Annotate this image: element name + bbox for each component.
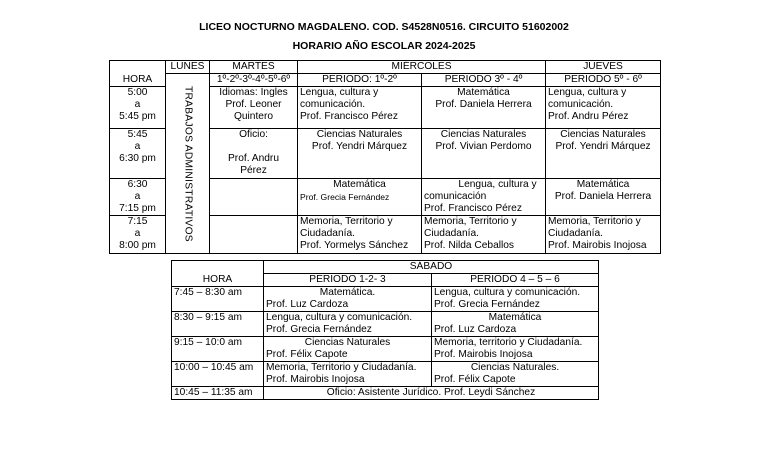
saturday-schedule-table <box>171 260 599 400</box>
school-title: LICEO NOCTURNO MAGDALENO. COD. S4528N0516. CIRCUITO 51602002 <box>199 21 569 33</box>
sat-hora-header: HORA <box>172 274 264 287</box>
sat-merged-cell: Oficio: Asistente Jurídico. Prof. Leydi Sánchez <box>264 387 599 400</box>
miercoles-a-class-cell: Ciencias Naturales Prof. Yendri Márquez <box>298 129 422 179</box>
saturday-header: SÁBADO <box>264 261 599 274</box>
table-row <box>172 312 599 337</box>
table-row <box>172 387 599 400</box>
miercoles-periodo-b: PERIODO 3º - 4º <box>422 74 546 87</box>
miercoles-b-class-cell: Matemática Prof. Daniela Herrera <box>422 87 546 129</box>
table-row <box>172 287 599 312</box>
martes-class-cell: Oficio: Prof. Andru Pérez <box>210 129 298 179</box>
time-cell: 5:45 a 6:30 pm <box>110 129 166 179</box>
day-header-jueves: JUEVES <box>546 61 661 74</box>
day-header-miercoles: MIÉRCOLES <box>298 61 546 74</box>
miercoles-periodo-a: PERIODO: 1º-2º <box>298 74 422 87</box>
day-header-lunes: LUNES <box>166 61 210 74</box>
time-cell: 7:15 a 8:00 pm <box>110 216 166 254</box>
lunes-vertical-text: TRABAJOS ADMINISTRATIVOS <box>182 85 194 242</box>
sat-time-cell: 10:45 – 11:35 am <box>172 387 264 400</box>
miercoles-a-class-cell: Lengua, cultura y comunicación. Prof. Francisco Pérez <box>298 87 422 129</box>
lunes-administrative-cell <box>166 74 210 254</box>
jueves-subheader: PERIODO 5º - 6º <box>546 74 661 87</box>
sat-time-cell: 9:15 – 10:0 am <box>172 337 264 362</box>
miercoles-b-class-cell: Memoria, Territorio y Ciudadanía. Prof. Nilda Ceballos <box>422 216 546 254</box>
jueves-class-cell: Memoria, Territorio y Ciudadanía. Prof. Mairobis Inojosa <box>546 216 661 254</box>
miercoles-b-class-cell: Ciencias Naturales Prof. Vivian Perdomo <box>422 129 546 179</box>
sat-periodo-b-cell: Matemática Prof. Luz Cardoza <box>432 312 599 337</box>
schedule-title: HORARIO AÑO ESCOLAR 2024-2025 <box>292 40 476 52</box>
sat-periodo-b-header: PERIODO 4 – 5 – 6 <box>432 274 599 287</box>
jueves-class-cell: Matemática Prof. Daniela Herrera <box>546 179 661 216</box>
sat-periodo-b-cell: Lengua, cultura y comunicación. Prof. Grecia Fernández <box>432 287 599 312</box>
sat-time-cell: 10:00 – 10:45 am <box>172 362 264 387</box>
sat-periodo-b-cell: Ciencias Naturales. Prof. Félix Capote <box>432 362 599 387</box>
sat-periodo-a-cell: Lengua, cultura y comunicación. Prof. Grecia Fernández <box>264 312 432 337</box>
miercoles-b-class-cell: Lengua, cultura y comunicación Prof. Francisco Pérez <box>422 179 546 216</box>
table-row <box>172 362 599 387</box>
sat-periodo-a-cell: Matemática. Prof. Luz Cardoza <box>264 287 432 312</box>
sat-hora-header-top <box>172 261 264 274</box>
day-header-martes: MARTES <box>210 61 298 74</box>
hora-header: HORA <box>110 74 166 87</box>
jueves-class-cell: Lengua, cultura y comunicación. Prof. Andru Pérez <box>546 87 661 129</box>
martes-empty-cell <box>210 216 298 254</box>
sat-time-cell: 7:45 – 8:30 am <box>172 287 264 312</box>
miercoles-a-class-cell: Matemática Prof. Grecia Fernández <box>298 179 422 216</box>
sat-periodo-a-cell: Ciencias Naturales Prof. Félix Capote <box>264 337 432 362</box>
martes-empty-cell <box>210 179 298 216</box>
hora-header-top <box>110 61 166 74</box>
sat-periodo-a-cell: Memoria, Territorio y Ciudadanía. Prof. Mairobis Inojosa <box>264 362 432 387</box>
table-row <box>172 337 599 362</box>
miercoles-a-class-cell: Memoria, Territorio y Ciudadanía. Prof. Yormelys Sánchez <box>298 216 422 254</box>
jueves-class-cell: Ciencias Naturales Prof. Yendri Márquez <box>546 129 661 179</box>
time-cell: 6:30 a 7:15 pm <box>110 179 166 216</box>
martes-subheader: 1º-2º-3º-4º-5º-6º <box>210 74 298 87</box>
sat-periodo-b-cell: Memoria, territorio y Ciudadanía. Prof. Mairobis Inojosa <box>432 337 599 362</box>
sat-time-cell: 8:30 – 9:15 am <box>172 312 264 337</box>
martes-class-cell: Idiomas: Ingles Prof. Leoner Quintero <box>210 87 298 129</box>
time-cell: 5:00 a 5:45 pm <box>110 87 166 129</box>
weekday-schedule-table <box>109 60 661 254</box>
sat-periodo-a-header: PERIODO 1-2- 3 <box>264 274 432 287</box>
